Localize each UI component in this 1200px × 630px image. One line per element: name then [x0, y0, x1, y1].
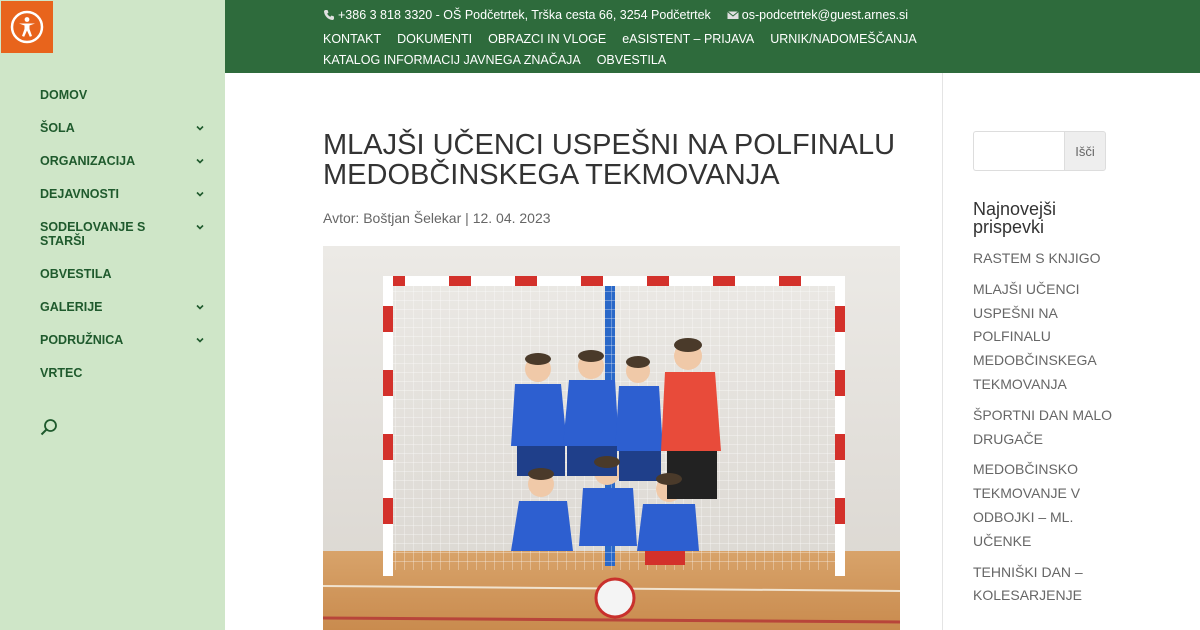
post-meta — [323, 210, 903, 226]
sidebar-item-label: DEJAVNOSTI — [40, 187, 119, 201]
sidebar-item-vrtec[interactable] — [40, 366, 210, 380]
post-title: MLAJŠI UČENCI USPEŠNI NA POLFINALU MEDOBČINSKEGA TEKMOVANJA — [323, 129, 896, 191]
sidebar-item-label: DOMOV — [40, 88, 88, 102]
accessibility-icon — [10, 10, 44, 44]
sidebar-item-label: SODELOVANJE S STARŠI — [40, 220, 146, 248]
sidebar-item-podruznica[interactable] — [40, 333, 210, 347]
sidebar-divider — [942, 73, 943, 630]
email-text: os-podcetrtek@guest.arnes.si — [741, 8, 909, 22]
top-nav-katalog[interactable]: KATALOG INFORMACIJ JAVNEGA ZNAČAJA — [323, 53, 581, 67]
chevron-down-icon[interactable] — [194, 301, 206, 313]
chevron-down-icon[interactable] — [194, 334, 206, 346]
post-content — [323, 130, 903, 226]
recent-post-link[interactable]: MEDOBČINSKO TEKMOVANJE V ODBOJKI – ML. UČENKE — [973, 461, 1081, 549]
top-nav-kontakt[interactable]: KONTAKT — [323, 32, 382, 46]
top-nav-urnik[interactable]: URNIK/NADOMEŠČANJA — [770, 32, 917, 46]
meta-separator: | — [465, 210, 469, 226]
email-link[interactable] — [727, 8, 908, 22]
author-link[interactable]: Boštjan Šelekar — [363, 210, 462, 226]
phone-address-text[interactable]: +386 3 818 3320 - OŠ Podčetrtek, Trška cesta 66, 3254 Podčetrtek — [338, 8, 711, 22]
search-button[interactable]: Išči — [1064, 131, 1106, 171]
search-icon[interactable] — [40, 418, 58, 436]
top-nav-dokumenti[interactable]: DOKUMENTI — [397, 32, 473, 46]
chevron-down-icon[interactable] — [194, 188, 206, 200]
sidebar-item-galerije[interactable] — [40, 300, 210, 314]
sidebar-item-label: VRTEC — [40, 366, 83, 380]
sidebar-item-domov[interactable] — [40, 88, 210, 102]
recent-post-link[interactable]: TEHNIŠKI DAN – KOLESARJENJE — [973, 563, 1083, 604]
top-nav-obrazci[interactable]: OBRAZCI IN VLOGE — [488, 32, 607, 46]
sidebar-nav — [40, 88, 210, 399]
sidebar-item-label: PODRUŽNICA — [40, 333, 124, 347]
sidebar-item-label: OBVESTILA — [40, 267, 112, 281]
chevron-down-icon[interactable] — [194, 122, 206, 134]
top-nav-easistent[interactable]: eASISTENT – PRIJAVA — [622, 32, 755, 46]
sidebar-item-sodelovanje[interactable] — [40, 220, 210, 248]
top-nav — [323, 29, 943, 71]
sidebar-item-obvestila[interactable] — [40, 267, 210, 281]
sidebar-item-label: ŠOLA — [40, 121, 75, 135]
chevron-down-icon[interactable] — [194, 221, 206, 233]
phone-icon — [323, 9, 335, 21]
top-nav-obvestila[interactable]: OBVESTILA — [596, 53, 667, 67]
post-date: 12. 04. 2023 — [472, 210, 551, 226]
accessibility-button[interactable] — [1, 1, 53, 53]
sidebar-item-label: GALERIJE — [40, 300, 103, 314]
meta-prefix: Avtor: — [323, 210, 360, 226]
top-header — [225, 0, 1200, 73]
sidebar-item-organizacija[interactable] — [40, 154, 210, 168]
recent-posts-list — [973, 247, 1113, 608]
recent-post-link[interactable]: MLAJŠI UČENCI USPEŠNI NA POLFINALU MEDOBČINSKEGA TEKMOVANJA — [973, 280, 1096, 392]
recent-post-link[interactable]: RASTEM S KNJIGO — [973, 250, 1101, 266]
team-photo — [323, 246, 900, 630]
search-input[interactable] — [973, 131, 1064, 171]
sidebar-item-sola[interactable] — [40, 121, 210, 135]
recent-posts-title: Najnovejši prispevki — [973, 199, 1057, 237]
envelope-icon — [727, 9, 739, 21]
sidebar-item-dejavnosti[interactable] — [40, 187, 210, 201]
search-widget — [973, 131, 1106, 171]
contact-info — [323, 8, 908, 22]
recent-post-link[interactable]: ŠPORTNI DAN MALO DRUGAČE — [973, 406, 1112, 447]
left-sidebar — [0, 0, 225, 630]
right-sidebar — [973, 131, 1113, 615]
sidebar-item-label: ORGANIZACIJA — [40, 154, 136, 168]
chevron-down-icon[interactable] — [194, 155, 206, 167]
